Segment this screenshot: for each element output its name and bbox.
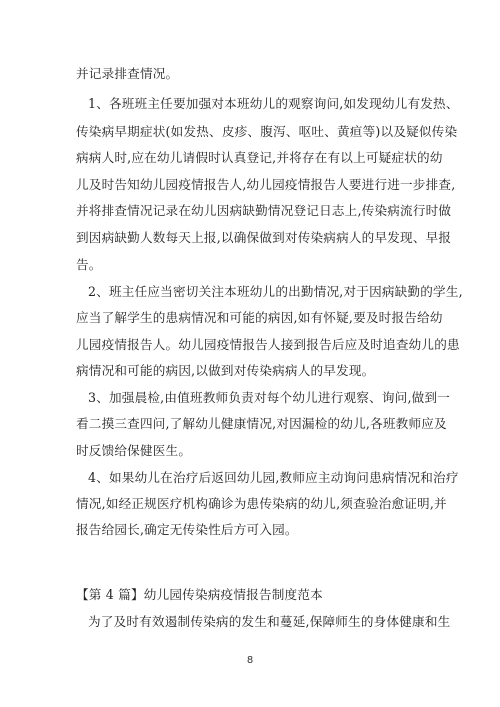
text-line: 并记录排查情况。 (76, 66, 179, 81)
text-line: 病情况和可能的病因,以做到对传染病病人的早发现。 (76, 363, 375, 378)
text-line: 看二摸三查四问,了解幼儿健康情况,对因漏检的幼儿,各班教师应及 (76, 416, 447, 431)
text-line: 告。 (76, 257, 102, 272)
text-line: 为了及时有效遏制传染病的发生和蔓延,保障师生的身体健康和生 (88, 614, 451, 629)
text-line: 病病人时,应在幼儿请假时认真登记,并将存在有以上可疑症状的幼 (76, 150, 443, 165)
text-line: 儿及时告知幼儿园疫情报告人,幼儿园疫情报告人要进行进一步排查, (76, 177, 456, 192)
text-line: 1、各班班主任要加强对本班幼儿的观察询问,如发现幼儿有发热、 (88, 96, 459, 111)
text-line: 儿园疫情报告人。幼儿园疫情报告人接到报告后应及时追查幼儿的患 (76, 337, 460, 352)
text-line: 到因病缺勤人数每天上报,以确保做到对传染病病人的早发现、早报 (76, 230, 452, 245)
text-line: 传染病早期症状(如发热、皮疹、腹泻、呕吐、黄疸等)以及疑似传染 (76, 124, 458, 139)
text-line: 情况,如经正规医疗机构确诊为患传染病的幼儿,须查验治愈证明,并 (76, 496, 447, 511)
text-line: 时反馈给保健医生。 (76, 443, 192, 458)
text-line: 并将排查情况记录在幼儿因病缺勤情况登记日志上,传染病流行时做 (76, 203, 452, 218)
text-line: 报告给园长,确定无传染性后方可入园。 (76, 522, 298, 537)
text-line: 应当了解学生的患病情况和可能的病因,如有怀疑,要及时报告给幼 (76, 310, 443, 325)
text-line: 3、加强晨检,由值班教师负责对每个幼儿进行观察、询问,做到一 (88, 390, 451, 405)
section-heading: 【第 4 篇】幼儿园传染病疫情报告制度范本 (76, 587, 323, 602)
text-line: 4、如果幼儿在治疗后返回幼儿园,教师应主动询问患病情况和治疗 (88, 470, 459, 485)
text-line: 2、班主任应当密切关注本班幼儿的出勤情况,对于因病缺勤的学生, (88, 284, 463, 299)
page-number: 8 (246, 655, 254, 666)
